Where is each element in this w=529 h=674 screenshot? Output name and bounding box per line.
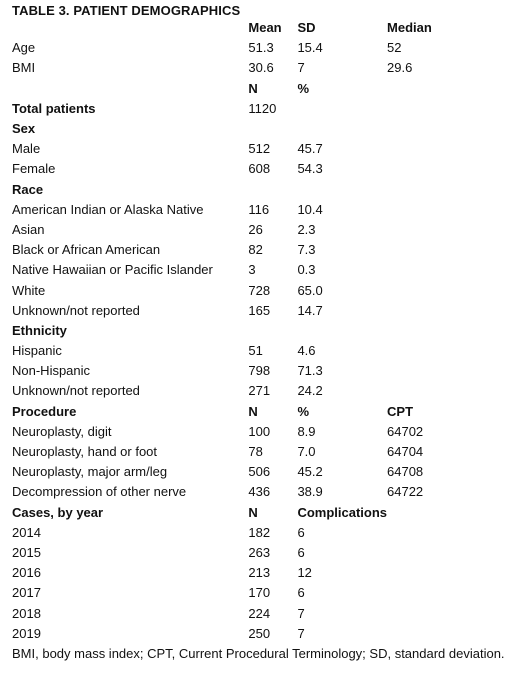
table-cell: Age bbox=[12, 40, 36, 56]
table-cell bbox=[387, 603, 529, 623]
table-row bbox=[12, 79, 529, 99]
table-cell: 2018 bbox=[12, 605, 41, 621]
table-cell: Native Hawaiian or Pacific Islander bbox=[12, 262, 213, 278]
table-cell: 52 bbox=[387, 40, 402, 56]
table-cell: 7.0 bbox=[297, 444, 316, 460]
table-cell bbox=[387, 624, 529, 644]
table-row bbox=[12, 563, 529, 583]
table-row bbox=[12, 523, 529, 543]
table-cell: 45.2 bbox=[297, 464, 323, 480]
table-cell bbox=[387, 381, 529, 401]
table-cell: Black or African American bbox=[12, 242, 161, 258]
table-cell: 51.3 bbox=[248, 40, 274, 56]
table-cell: 165 bbox=[248, 302, 271, 318]
table-row bbox=[12, 624, 529, 644]
table-cell bbox=[12, 18, 248, 38]
table-cell: Procedure bbox=[12, 403, 77, 419]
table-row bbox=[12, 583, 529, 603]
table-cell: 116 bbox=[248, 201, 270, 217]
table-cell: Ethnicity bbox=[12, 322, 67, 338]
table-cell bbox=[387, 341, 529, 361]
table-cell: 798 bbox=[248, 363, 271, 379]
table-cell: 38.9 bbox=[297, 484, 323, 500]
table-cell: Race bbox=[12, 181, 44, 197]
table-cell bbox=[387, 79, 529, 99]
table-cell: 2016 bbox=[12, 565, 41, 581]
table-cell: Total patients bbox=[12, 100, 96, 116]
table-cell: 7 bbox=[297, 625, 305, 641]
table-cell: 506 bbox=[248, 464, 271, 480]
table-cell bbox=[387, 99, 529, 119]
table-cell: 182 bbox=[248, 524, 271, 540]
table-cell bbox=[248, 180, 297, 200]
table-row bbox=[12, 58, 529, 78]
table-cell: 6 bbox=[297, 524, 305, 540]
table-cell: 3 bbox=[248, 262, 256, 278]
table-cell bbox=[387, 523, 529, 543]
table-cell: White bbox=[12, 282, 46, 298]
table-row bbox=[12, 159, 529, 179]
table-cell: N bbox=[248, 403, 258, 419]
table-cell: Sex bbox=[12, 121, 36, 137]
table-cell bbox=[387, 361, 529, 381]
table-cell: Female bbox=[12, 161, 56, 177]
table-row bbox=[12, 280, 529, 300]
table-cell: 64702 bbox=[387, 423, 424, 439]
table-cell bbox=[387, 180, 529, 200]
table-cell: 6 bbox=[297, 544, 305, 560]
table-cell: 26 bbox=[248, 221, 263, 237]
table-cell: 64722 bbox=[387, 484, 424, 500]
table-cell: 608 bbox=[248, 161, 271, 177]
table-row bbox=[12, 543, 529, 563]
table-row bbox=[12, 603, 529, 623]
table-row bbox=[12, 260, 529, 280]
table-cell: 728 bbox=[248, 282, 271, 298]
table-cell bbox=[297, 321, 387, 341]
table-cell: 2.3 bbox=[297, 221, 316, 237]
table-cell bbox=[387, 139, 529, 159]
table-cell bbox=[387, 301, 529, 321]
table-cell bbox=[12, 79, 248, 99]
table-cell: 45.7 bbox=[297, 141, 323, 157]
table-cell: % bbox=[297, 403, 309, 419]
table-row bbox=[12, 119, 529, 139]
table-cell bbox=[387, 583, 529, 603]
table-cell: Hispanic bbox=[12, 343, 62, 359]
table-cell: Male bbox=[12, 141, 41, 157]
table-row bbox=[12, 361, 529, 381]
table-cell: 0.3 bbox=[297, 262, 316, 278]
table-footnote: BMI, body mass index; CPT, Current Procedural Terminology; SD, standard deviation. bbox=[12, 646, 505, 661]
table-row bbox=[12, 240, 529, 260]
table-cell: Unknown/not reported bbox=[12, 383, 140, 399]
table-cell: 14.7 bbox=[297, 302, 323, 318]
table-row bbox=[12, 321, 529, 341]
table-cell: 7 bbox=[297, 605, 305, 621]
table-cell: 4.6 bbox=[297, 343, 316, 359]
table-cell bbox=[387, 119, 529, 139]
table-cell: 170 bbox=[248, 585, 271, 601]
table-cell: 10.4 bbox=[297, 201, 323, 217]
table-row bbox=[12, 341, 529, 361]
table-cell: 65.0 bbox=[297, 282, 323, 298]
table-cell: 263 bbox=[248, 544, 271, 560]
table-cell: 2015 bbox=[12, 544, 41, 560]
table-row bbox=[12, 462, 529, 482]
table-cell: CPT bbox=[387, 403, 414, 419]
table-cell bbox=[387, 200, 529, 220]
table-body bbox=[12, 18, 529, 644]
table-cell: 250 bbox=[248, 625, 271, 641]
table-cell: 224 bbox=[248, 605, 271, 621]
demographics-table bbox=[12, 18, 529, 644]
table-cell: 271 bbox=[248, 383, 271, 399]
table-cell: 2019 bbox=[12, 625, 41, 641]
table-cell: SD bbox=[297, 20, 316, 36]
table-cell: 2014 bbox=[12, 524, 41, 540]
table-cell: 51 bbox=[248, 343, 263, 359]
table-cell: Non-Hispanic bbox=[12, 363, 91, 379]
table-cell: 24.2 bbox=[297, 383, 323, 399]
table-cell: 512 bbox=[248, 141, 271, 157]
table-cell: 12 bbox=[297, 565, 312, 581]
table-cell: 82 bbox=[248, 242, 263, 258]
table-cell: Neuroplasty, digit bbox=[12, 423, 112, 439]
table-cell bbox=[387, 240, 529, 260]
table-cell bbox=[387, 563, 529, 583]
table-cell: 6 bbox=[297, 585, 305, 601]
table-cell bbox=[297, 180, 387, 200]
table-cell: 7 bbox=[297, 60, 305, 76]
table-cell: Unknown/not reported bbox=[12, 302, 140, 318]
table-row bbox=[12, 422, 529, 442]
table-row bbox=[12, 301, 529, 321]
table-row bbox=[12, 402, 529, 422]
table-cell: Asian bbox=[12, 221, 45, 237]
table-cell: 71.3 bbox=[297, 363, 323, 379]
table-cell: 15.4 bbox=[297, 40, 323, 56]
table-cell: % bbox=[297, 80, 309, 96]
table-cell: 436 bbox=[248, 484, 271, 500]
table-cell: BMI bbox=[12, 60, 36, 76]
table-cell: 7.3 bbox=[297, 242, 316, 258]
table-cell bbox=[387, 260, 529, 280]
table-cell: Mean bbox=[248, 20, 282, 36]
table-cell bbox=[248, 119, 297, 139]
table-row bbox=[12, 482, 529, 502]
table-cell: Neuroplasty, major arm/leg bbox=[12, 464, 168, 480]
table-row bbox=[12, 503, 529, 523]
table-row bbox=[12, 99, 529, 119]
table-cell: Median bbox=[387, 20, 432, 36]
table-row bbox=[12, 139, 529, 159]
table-cell: Neuroplasty, hand or foot bbox=[12, 444, 158, 460]
table-cell: American Indian or Alaska Native bbox=[12, 201, 204, 217]
table-cell: 64704 bbox=[387, 444, 424, 460]
table-cell bbox=[387, 159, 529, 179]
table-cell: 29.6 bbox=[387, 60, 413, 76]
table-cell: 54.3 bbox=[297, 161, 323, 177]
table-cell: N bbox=[248, 80, 258, 96]
table-cell bbox=[387, 321, 529, 341]
table-cell: Decompression of other nerve bbox=[12, 484, 187, 500]
table-row bbox=[12, 180, 529, 200]
table-row bbox=[12, 200, 529, 220]
table-row bbox=[12, 38, 529, 58]
table-cell: 64708 bbox=[387, 464, 424, 480]
table-cell bbox=[297, 99, 387, 119]
table-cell: 1120 bbox=[248, 100, 277, 116]
table-cell: Cases, by year bbox=[12, 504, 104, 520]
table-cell: 30.6 bbox=[248, 60, 274, 76]
table-cell: 213 bbox=[248, 565, 271, 581]
table-cell bbox=[387, 220, 529, 240]
table-cell: Complications bbox=[297, 504, 388, 520]
table-row bbox=[12, 381, 529, 401]
table-cell: 8.9 bbox=[297, 423, 316, 439]
table-cell: 78 bbox=[248, 444, 263, 460]
table-row bbox=[12, 442, 529, 462]
table-cell bbox=[387, 503, 529, 523]
table-cell: 100 bbox=[248, 423, 271, 439]
table-row bbox=[12, 18, 529, 38]
table-cell bbox=[248, 321, 297, 341]
table-cell: 2017 bbox=[12, 585, 41, 601]
table-cell bbox=[387, 280, 529, 300]
table-title: TABLE 3. PATIENT DEMOGRAPHICS bbox=[12, 3, 241, 18]
table-cell bbox=[297, 119, 387, 139]
table-cell bbox=[387, 543, 529, 563]
table-cell: N bbox=[248, 504, 258, 520]
table-row bbox=[12, 220, 529, 240]
